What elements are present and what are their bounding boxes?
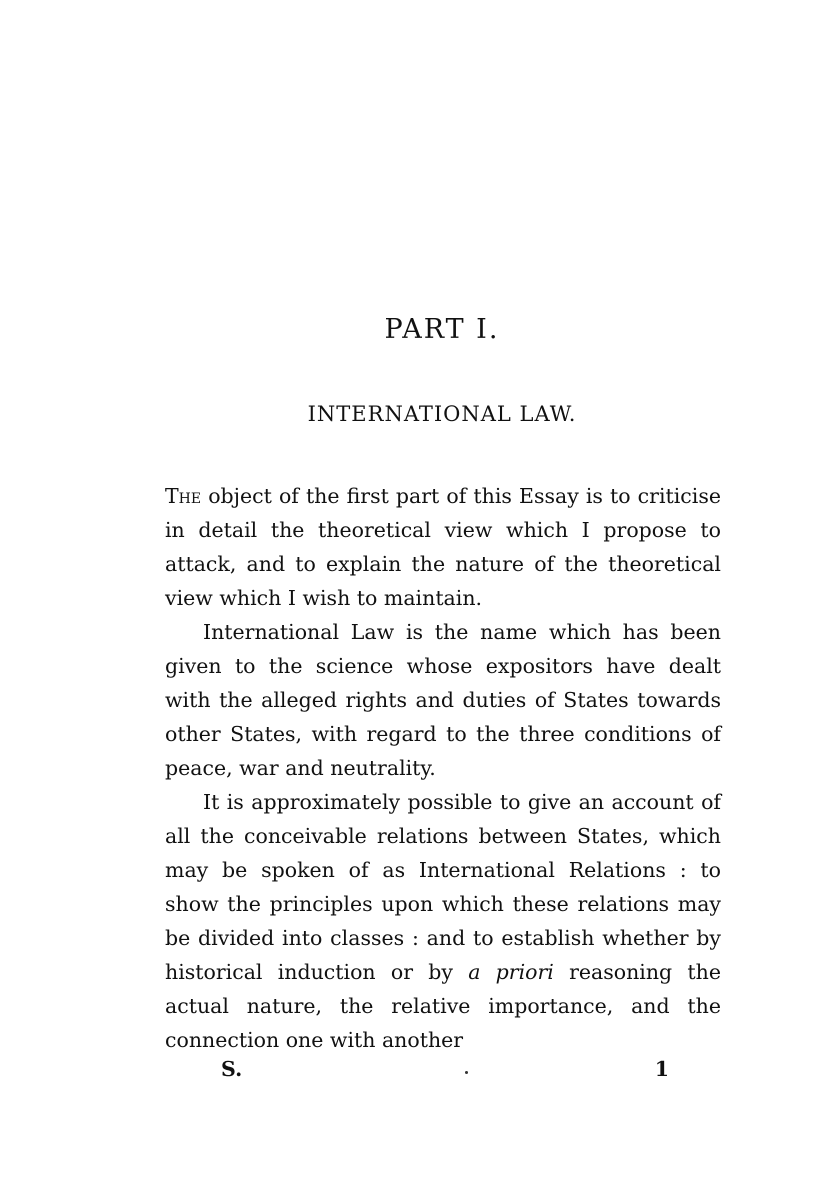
ink-dot (465, 1071, 468, 1074)
paragraph-1-text: object of the first part of this Essay is to criticise in detail the theoretical view which I propose to attack, and to explain the nature of the theoretical view which I wish to maintain. (165, 484, 721, 610)
section-title: INTERNATIONAL LAW. (307, 402, 577, 426)
page-footer (165, 1057, 721, 1091)
part-title: PART I. (384, 314, 500, 345)
paragraph-1 (165, 479, 721, 615)
signature-mark: S. (221, 1057, 243, 1081)
page-number: 1 (654, 1057, 669, 1081)
paragraph-2: International Law is the name which has been given to the science whose expositors have dealt with the alleged rights and duties of States towards other States, with regard to the three conditions of peace, war and neutrality. (165, 620, 721, 780)
paragraph-3-text-end: reasoning the actual nature, the relative importance, and the connection one with another (165, 960, 721, 1052)
body-text (165, 479, 721, 1057)
italic-phrase: a priori (468, 960, 554, 984)
paragraph-3-text-start: It is approximately possible to give an account of all the conceivable relations between States, which may be spoken of as International Relations : to show the principles upon which these relations may be divided into classes : and to establish whether by historical induction or by (165, 790, 721, 984)
drop-word: The (165, 484, 202, 508)
paragraph-3 (165, 785, 721, 1057)
